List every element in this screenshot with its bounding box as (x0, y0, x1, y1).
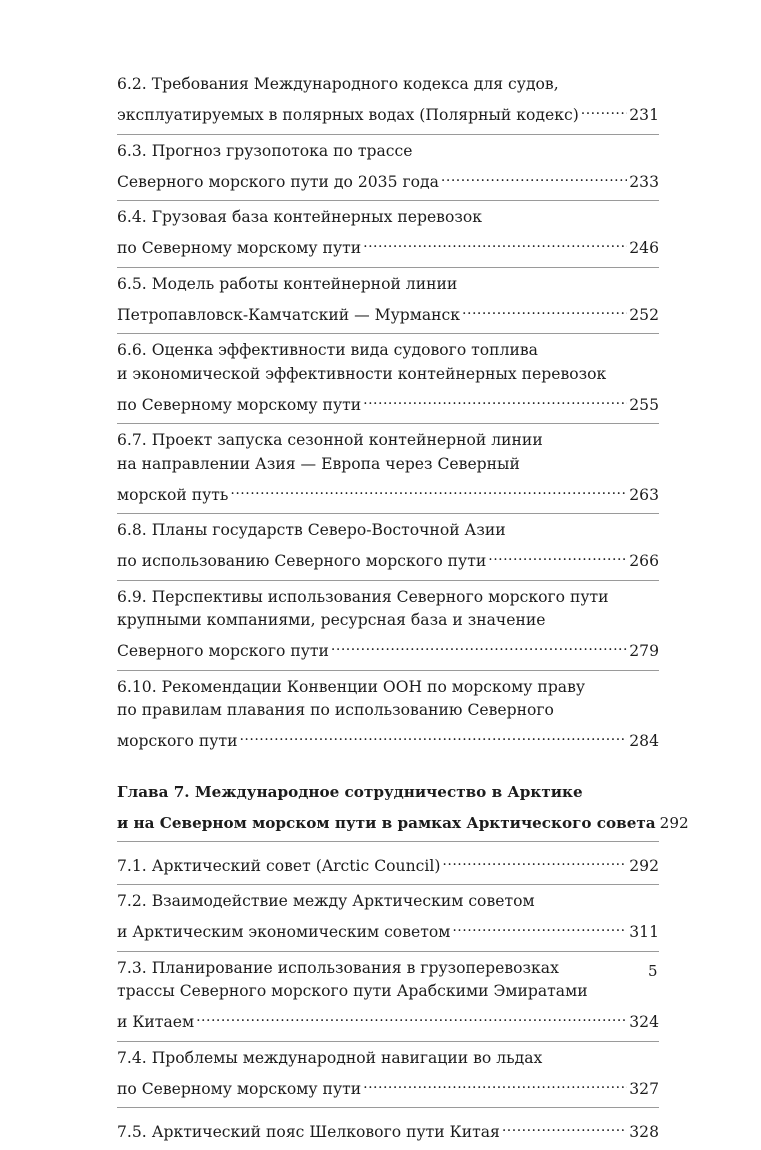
toc-entry[interactable] (117, 670, 659, 760)
toc-entry-text: и Арктическим экономическим советом (117, 923, 451, 941)
toc-entry[interactable] (117, 333, 659, 423)
toc-entry-text: и на Северном морском пути в рамках Арктического совета (117, 813, 656, 832)
toc-entry[interactable] (117, 267, 659, 334)
toc-entry-text: на направлении Азия — Европа через Северный (117, 454, 520, 473)
toc-page-number: 255 (629, 395, 659, 414)
toc-entry-line (117, 73, 659, 97)
toc-entry-line (117, 1113, 659, 1144)
toc-entry-text: 6.7. Проект запуска сезонной контейнерной линии (117, 431, 543, 449)
toc-entry-text: Северного морского пути до 2035 года (117, 172, 439, 191)
toc-page-number: 327 (629, 1079, 659, 1098)
toc-entry-text: 6.2. Требования Международного кодекса для судов, (117, 75, 559, 93)
toc-entry-text: морской путь (117, 485, 229, 504)
toc-entry-text: 6.3. Прогноз грузопотока по трассе (117, 141, 413, 160)
toc-entry-line (117, 781, 659, 805)
toc-entry-text: 6.8. Планы государств Северо-Восточной Азии (117, 521, 506, 539)
toc-entry-line (117, 1047, 659, 1071)
toc-page-number: 284 (629, 732, 659, 750)
toc-entry-text: 7.2. Взаимодействие между Арктическим советом (117, 892, 535, 910)
toc-entry[interactable] (117, 951, 659, 1041)
toc-entry-text: по использованию Северного морского пути (117, 552, 487, 570)
toc-entry-text: Глава 7. Международное сотрудничество в Арктике (117, 782, 583, 801)
toc-page-number: 328 (629, 1122, 659, 1141)
toc-entry-line (117, 804, 689, 835)
toc-page-number: 292 (659, 813, 689, 832)
toc-entry-text: по правилам плавания по использованию Северного (117, 701, 554, 719)
toc-entry-line (117, 847, 659, 878)
toc-entry-line (117, 609, 659, 633)
toc-entry-text: 6.6. Оценка эффективности вида судового топлива (117, 341, 538, 359)
toc-entry-line (117, 699, 659, 723)
toc-entry-line (117, 296, 659, 327)
toc-page-number: 279 (629, 642, 659, 660)
toc-entry-line (117, 586, 659, 610)
toc-chapter-entry[interactable] (117, 781, 689, 842)
toc-entry-line (117, 1070, 659, 1101)
toc-entry-line (117, 140, 659, 164)
toc-entry[interactable] (117, 200, 659, 267)
toc-entry[interactable] (117, 73, 659, 134)
toc-entry-text: и экономической эффективности контейнерных перевозок (117, 364, 607, 383)
toc-entry[interactable] (117, 423, 659, 513)
toc-entry[interactable] (117, 580, 659, 670)
toc-entry-line (117, 230, 659, 261)
toc-page-number: 233 (629, 172, 659, 191)
dot-leader (230, 476, 627, 500)
toc-entry-line (117, 723, 659, 754)
toc-entry-text: 6.4. Грузовая база контейнерных перевозок (117, 208, 482, 226)
dot-leader (441, 163, 627, 187)
toc-entry-line (117, 676, 659, 700)
toc-page-number: 263 (629, 485, 659, 504)
toc-entry-line (117, 543, 659, 574)
toc-entry-line (117, 339, 659, 363)
dot-leader (239, 723, 627, 747)
toc-entry-text: 6.9. Перспективы использования Северного морского пути (117, 587, 609, 606)
dot-leader (462, 296, 627, 320)
toc-page-number: 324 (629, 1013, 659, 1031)
toc-entry-text: и Китаем (117, 1013, 195, 1031)
toc-entry-text: 7.1. Арктический совет (Arctic Council) (117, 856, 441, 875)
dot-leader (196, 1004, 627, 1028)
toc-entry-line (117, 386, 659, 417)
page-number: 5 (648, 962, 658, 980)
toc-entry-text: трассы Северного морского пути Арабскими Эмиратами (117, 982, 588, 1000)
toc-entry-text: 7.4. Проблемы международной навигации во льдах (117, 1048, 543, 1067)
toc-page-number: 292 (629, 856, 659, 875)
toc-page-number: 266 (629, 552, 659, 570)
toc-entry-line (117, 206, 659, 230)
toc-entry-line (117, 890, 659, 914)
toc-entry-line (117, 273, 659, 297)
toc-entry-text: по Северному морскому пути (117, 1079, 362, 1098)
toc-entry[interactable] (117, 1107, 659, 1150)
dot-leader (363, 1070, 627, 1094)
toc-entry-text: Петропавловск-Камчатский — Мурманск (117, 305, 461, 324)
toc-entry-line (117, 363, 659, 387)
dot-leader (442, 847, 627, 871)
toc-entry-line (117, 453, 659, 477)
dot-leader (363, 230, 627, 254)
dot-leader (363, 386, 627, 410)
toc-entry-text: 6.5. Модель работы контейнерной линии (117, 274, 458, 293)
toc-entry-line (117, 97, 659, 128)
dot-leader (452, 914, 627, 938)
toc-page-number: 252 (629, 305, 659, 324)
toc-entry[interactable] (117, 841, 659, 884)
toc-entry[interactable] (117, 884, 659, 951)
toc-entry[interactable] (117, 513, 659, 580)
toc-entry-line (117, 429, 659, 453)
toc-entry-text: 6.10. Рекомендации Конвенции ООН по морскому праву (117, 677, 586, 696)
table-of-contents (117, 73, 689, 1150)
toc-entry-text: Северного морского пути (117, 642, 329, 660)
toc-entry-text: по Северному морскому пути (117, 395, 362, 414)
toc-entry-text: крупными компаниями, ресурсная база и значение (117, 611, 546, 629)
dot-leader (331, 633, 627, 657)
toc-page-number: 246 (629, 239, 659, 257)
toc-entry-line (117, 476, 659, 507)
toc-entry-text: 7.3. Планирование использования в грузоперевозках (117, 958, 559, 977)
toc-entry-line (117, 1004, 659, 1035)
toc-entry-text: по Северному морскому пути (117, 239, 362, 257)
toc-entry-line (117, 633, 659, 664)
toc-entry-line (117, 163, 659, 194)
dot-leader (581, 97, 627, 121)
toc-entry-text: эксплуатируемых в полярных водах (Полярный кодекс) (117, 106, 579, 124)
toc-page-number: 231 (629, 106, 659, 124)
toc-entry-text: 7.5. Арктический пояс Шелкового пути Китая (117, 1122, 500, 1141)
dot-leader (502, 1113, 627, 1137)
toc-page-number: 311 (629, 923, 659, 941)
toc-entry-text: морского пути (117, 732, 238, 750)
toc-entry-line (117, 980, 659, 1004)
toc-entry[interactable] (117, 134, 659, 201)
dot-leader (488, 543, 627, 567)
toc-entry[interactable] (117, 1041, 659, 1108)
toc-entry-line (117, 957, 659, 981)
toc-entry-line (117, 519, 659, 543)
toc-entry-line (117, 914, 659, 945)
